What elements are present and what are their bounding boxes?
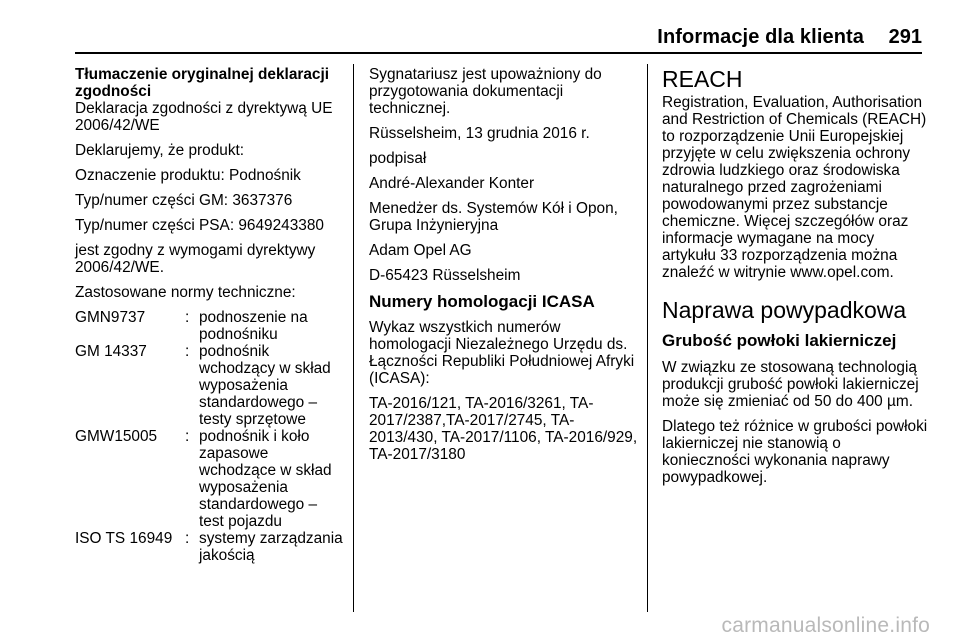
column-1 bbox=[75, 66, 345, 564]
norm-description: systemy zarządzania jakością bbox=[199, 530, 343, 564]
company-address: D-65423 Rüsselsheim bbox=[369, 267, 521, 284]
norms-intro: Zastosowane normy techniczne: bbox=[75, 284, 296, 301]
paint-difference-text: Dlatego też różnice w grubości powłoki lakierniczej nie stanowią o konieczności wykonania naprawy powypadkowej. bbox=[662, 418, 928, 486]
norm-row bbox=[75, 530, 345, 564]
norm-code: GMN9737 bbox=[75, 309, 146, 326]
watermark: carmanualsonline.info bbox=[721, 614, 930, 637]
column-divider-2 bbox=[647, 64, 648, 612]
paint-thickness-text: W związku ze stosowaną technologią produkcji grubość powłoki lakierniczej może się zmieniać od 50 do 400 µm. bbox=[662, 359, 919, 410]
paint-thickness-heading: Grubość powłoki lakierniczej bbox=[662, 331, 897, 350]
signatory-role: Menedżer ds. Systemów Kół i Opon, Grupa Inżynieryjna bbox=[369, 200, 618, 234]
page-number: 291 bbox=[888, 26, 922, 48]
norm-code: ISO TS 16949 bbox=[75, 530, 173, 547]
norm-code: GMW15005 bbox=[75, 428, 158, 445]
company-name: Adam Opel AG bbox=[369, 242, 472, 259]
column-2 bbox=[369, 66, 639, 471]
signed-label: podpisał bbox=[369, 150, 427, 167]
norm-code: GM 14337 bbox=[75, 343, 147, 360]
norm-description: podnośnik wchodzący w skład wyposażenia standardowego – testy sprzętowe bbox=[199, 343, 331, 428]
signatory-text: Sygnatariusz jest upoważniony do przygotowania dokumentacji technicznej. bbox=[369, 66, 602, 117]
declaration-heading: Tłumaczenie oryginalnej deklaracji zgodności bbox=[75, 66, 330, 100]
repair-section-heading: Naprawa powypadkowa bbox=[662, 297, 907, 323]
icasa-intro: Wykaz wszystkich numerów homologacji Niezależnego Urzędu ds. Łączności Republiki Południowej Afryki (ICASA): bbox=[369, 319, 635, 387]
norm-description: podnośnik i koło zapasowe wchodzące w skład wyposażenia standardowego – test pojazdu bbox=[199, 428, 332, 530]
column-divider-1 bbox=[353, 64, 354, 612]
declaration-intro: Deklaracja zgodności z dyrektywą UE 2006/42/WE bbox=[75, 100, 333, 134]
norm-colon: : bbox=[185, 428, 190, 445]
norm-description: podnoszenie na podnośniku bbox=[199, 309, 308, 343]
norm-row bbox=[75, 309, 345, 343]
icasa-numbers: TA-2016/121, TA-2016/3261, TA-2017/2387,TA-2017/2745, TA-2013/430, TA-2017/1106, TA-2016/929, TA-2017/3180 bbox=[369, 395, 638, 463]
gm-part-number: Typ/numer części GM: 3637376 bbox=[75, 192, 293, 209]
norm-row bbox=[75, 428, 345, 530]
reach-text: Registration, Evaluation, Authorisation and Restriction of Chemicals (REACH) to rozporządzenie Unii Europejskiej przyjęte w celu zwiększenia ochrony zdrowia ludzkiego oraz środowiska naturalnego przed zagrożeniami powodowanymi przez substancje chemiczne. Więcej szczegółów oraz informacje wymagane na mocy artykułu 33 rozporządzenia można znaleźć w witrynie www.opel.com. bbox=[662, 94, 927, 281]
page-header bbox=[75, 28, 922, 54]
compliance-text: jest zgodny z wymogami dyrektywy 2006/42/WE. bbox=[75, 242, 316, 276]
signatory-name: André-Alexander Konter bbox=[369, 175, 535, 192]
psa-part-number: Typ/numer części PSA: 9649243380 bbox=[75, 217, 324, 234]
column-3 bbox=[662, 66, 930, 494]
norms-table bbox=[75, 309, 345, 564]
norm-colon: : bbox=[185, 530, 190, 547]
reach-heading: REACH bbox=[662, 66, 743, 92]
section-title: Informacje dla klienta bbox=[657, 26, 864, 48]
icasa-heading: Numery homologacji ICASA bbox=[369, 292, 595, 311]
product-designation: Oznaczenie produktu: Podnośnik bbox=[75, 167, 301, 184]
norm-colon: : bbox=[185, 343, 190, 360]
place-date: Rüsselsheim, 13 grudnia 2016 r. bbox=[369, 125, 590, 142]
declaration-text: Deklarujemy, że produkt: bbox=[75, 142, 245, 159]
norm-row bbox=[75, 343, 345, 428]
norm-colon: : bbox=[185, 309, 190, 326]
